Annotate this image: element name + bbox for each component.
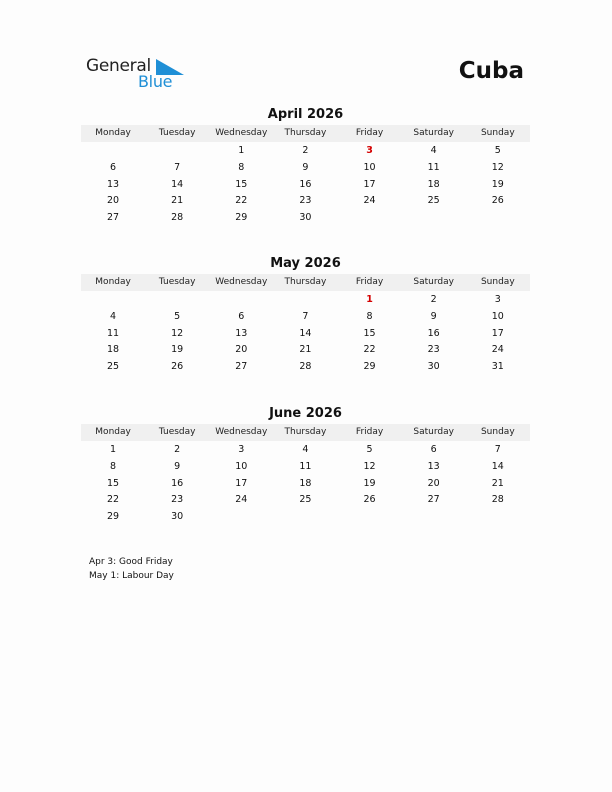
week-row [81,342,530,359]
month-calendar [81,255,530,376]
day-cell: 19 [171,344,184,356]
day-cell: 12 [363,460,376,472]
day-cell [466,210,530,227]
weekday-header-row [81,125,530,142]
day-cell: 21 [171,195,184,207]
day-cell: 25 [299,494,312,506]
day-cell: 5 [494,145,501,156]
week-row [81,359,530,376]
day-cell [338,509,402,526]
day-cell: 24 [235,494,248,506]
week-row [81,509,530,526]
day-cell: 7 [494,444,501,455]
weekday-header: Monday [95,277,131,287]
day-cell: 7 [302,310,309,322]
day-cell: 13 [235,327,248,339]
day-cell: 15 [363,327,376,339]
day-cell: 10 [491,310,504,322]
weekday-header: Saturday [413,277,454,287]
day-cell: 6 [238,310,245,322]
day-cell: 24 [363,195,376,207]
day-cell: 4 [110,310,117,322]
weekday-header-row [81,274,530,291]
holiday-note: Apr 3: Good Friday [89,557,173,567]
weekday-header-row [81,424,530,441]
week-row [81,292,530,309]
month-title: April 2026 [267,107,344,122]
day-cell: 27 [235,361,248,373]
day-cell: 10 [235,460,248,472]
week-row [81,177,530,194]
day-cell: 29 [363,361,376,373]
day-grid [81,291,530,376]
day-cell: 23 [427,344,440,356]
day-cell [145,143,209,160]
day-cell: 11 [299,460,312,472]
weekday-header: Saturday [413,427,454,437]
day-cell: 19 [363,477,376,489]
week-row [81,326,530,343]
day-cell: 15 [235,178,248,190]
day-cell: 9 [174,460,181,472]
day-cell: 22 [235,195,248,207]
day-cell: 18 [427,178,440,190]
day-cell: 30 [299,212,312,224]
weekday-header: Friday [355,427,384,437]
day-cell: 31 [491,361,504,373]
day-cell: 12 [491,161,504,173]
day-grid [81,441,530,526]
day-cell: 25 [107,361,120,373]
month-title: May 2026 [270,256,341,271]
week-row [81,309,530,326]
day-cell [81,143,145,160]
day-cell: 15 [107,477,120,489]
weekday-header: Friday [355,128,384,138]
week-row [81,492,530,509]
day-cell: 7 [174,161,181,173]
day-cell: 14 [171,178,184,190]
day-cell: 28 [171,212,184,224]
day-cell [402,210,466,227]
day-cell: 22 [107,494,120,506]
day-cell: 20 [427,477,440,489]
holiday-day-cell: 1 [366,294,373,305]
weekday-header: Sunday [480,277,515,287]
day-cell: 3 [238,444,245,455]
day-cell [466,509,530,526]
day-cell: 22 [363,344,376,356]
weekday-header: Tuesday [158,427,196,437]
day-cell: 29 [107,511,120,523]
day-grid [81,142,530,227]
week-row [81,476,530,493]
holiday-day-cell: 3 [366,145,373,156]
day-cell: 21 [299,344,312,356]
day-cell: 17 [491,327,504,339]
month-title: June 2026 [269,406,342,421]
weekday-header: Thursday [284,128,327,138]
day-cell: 27 [427,494,440,506]
day-cell: 9 [302,161,309,173]
month-calendar [81,405,530,526]
day-cell: 13 [427,460,440,472]
day-cell: 12 [171,327,184,339]
day-cell: 13 [107,178,120,190]
day-cell: 6 [110,161,117,173]
week-row [81,160,530,177]
day-cell: 10 [363,161,376,173]
day-cell: 26 [491,195,504,207]
day-cell: 27 [107,212,120,224]
day-cell: 5 [366,444,373,455]
day-cell: 2 [174,444,181,455]
day-cell: 20 [107,195,120,207]
weekday-header: Thursday [284,427,327,437]
week-row [81,442,530,459]
day-cell [145,292,209,309]
weekday-header: Friday [355,277,384,287]
day-cell [209,292,273,309]
weekday-header: Wednesday [215,427,268,437]
day-cell: 23 [299,195,312,207]
day-cell: 23 [171,494,184,506]
day-cell: 30 [171,511,184,523]
day-cell: 25 [427,195,440,207]
week-row [81,143,530,160]
day-cell: 16 [427,327,440,339]
day-cell: 11 [427,161,440,173]
weekday-header: Wednesday [215,128,268,138]
day-cell: 17 [363,178,376,190]
weekday-header: Thursday [284,277,327,287]
day-cell: 4 [430,145,437,156]
day-cell: 4 [302,444,309,455]
day-cell: 5 [174,310,181,322]
day-cell: 17 [235,477,248,489]
day-cell [338,210,402,227]
week-row [81,193,530,210]
day-cell: 1 [238,145,245,156]
day-cell: 9 [430,310,437,322]
day-cell: 29 [235,212,248,224]
day-cell [81,292,145,309]
day-cell: 26 [171,361,184,373]
day-cell: 28 [491,494,504,506]
day-cell: 8 [366,310,373,322]
day-cell [402,509,466,526]
day-cell: 16 [299,178,312,190]
day-cell: 8 [238,161,245,173]
weekday-header: Tuesday [158,277,196,287]
day-cell [273,292,337,309]
day-cell: 24 [491,344,504,356]
generalblue-logo [86,56,186,92]
day-cell [209,509,273,526]
day-cell: 26 [363,494,376,506]
day-cell: 14 [299,327,312,339]
day-cell: 3 [494,294,501,305]
holiday-notes [89,555,174,583]
day-cell: 18 [299,477,312,489]
day-cell: 18 [107,344,120,356]
day-cell: 6 [430,444,437,455]
logo-word-blue: Blue [138,72,173,91]
weekday-header: Sunday [480,128,515,138]
week-row [81,210,530,227]
day-cell: 21 [491,477,504,489]
day-cell: 2 [302,145,309,156]
weekday-header: Wednesday [215,277,268,287]
day-cell: 19 [491,178,504,190]
week-row [81,459,530,476]
day-cell: 11 [107,327,120,339]
weekday-header: Tuesday [158,128,196,138]
day-cell: 20 [235,344,248,356]
day-cell: 2 [430,294,437,305]
weekday-header: Monday [95,427,131,437]
day-cell: 30 [427,361,440,373]
country-title: Cuba [458,58,524,84]
weekday-header: Sunday [480,427,515,437]
holiday-note: May 1: Labour Day [89,571,174,581]
day-cell: 16 [171,477,184,489]
weekday-header: Monday [95,128,131,138]
day-cell: 28 [299,361,312,373]
logo-word-general: General [86,56,151,76]
day-cell: 14 [491,460,504,472]
month-calendar [81,106,530,227]
day-cell: 1 [110,444,117,455]
day-cell [273,509,337,526]
day-cell: 8 [110,460,117,472]
weekday-header: Saturday [413,128,454,138]
